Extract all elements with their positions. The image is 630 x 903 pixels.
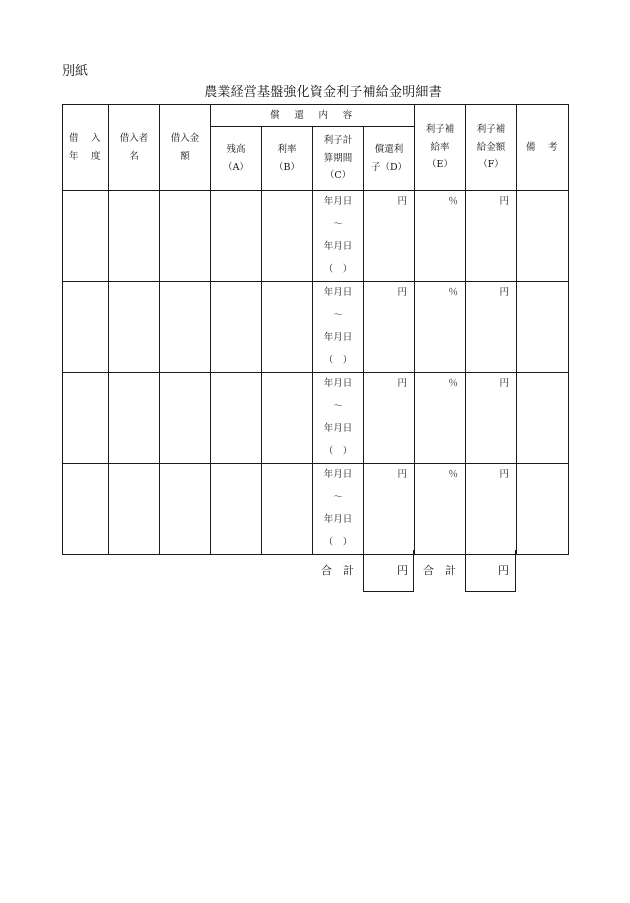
header-subsidy-rate: [415, 105, 466, 191]
table-row: [63, 373, 569, 464]
period-days: （ ）: [323, 263, 353, 275]
borrower-name-cell: [109, 191, 160, 282]
interest-rate-cell: [262, 282, 313, 373]
yen-unit: 円: [499, 196, 510, 207]
borrower-name-cell: [109, 282, 160, 373]
header-line: 借入金: [170, 133, 200, 144]
period-separator: ～: [333, 400, 343, 412]
percent-unit: ％: [448, 287, 459, 298]
yen-unit: 円: [397, 378, 408, 389]
subsidy-amount-cell: [466, 282, 517, 373]
period-days: （ ）: [323, 536, 353, 548]
header-borrowing-year: [63, 105, 109, 191]
period-to: 年月日: [323, 332, 353, 343]
interest-rate-cell: [262, 373, 313, 464]
header-repayment-details: [211, 105, 415, 127]
balance-cell: [211, 373, 262, 464]
header-line: 借入者: [119, 133, 149, 144]
header-interest-period: [313, 127, 364, 191]
interest-rate-cell: [262, 464, 313, 555]
header-balance: [211, 127, 262, 191]
repayment-interest-cell: [364, 191, 415, 282]
header-line: 利子計: [323, 135, 353, 147]
repayment-interest-cell: [364, 464, 415, 555]
period-days: （ ）: [323, 354, 353, 366]
attachment-label: 別紙: [62, 64, 89, 79]
yen-unit: 円: [499, 469, 510, 480]
percent-unit: ％: [448, 469, 459, 480]
header-line: （E）: [427, 159, 453, 171]
header-line: 算期間: [323, 152, 353, 164]
yen-unit: 円: [397, 469, 408, 480]
header-line: 給率: [430, 141, 450, 153]
subsidy-rate-cell: [415, 282, 466, 373]
period-separator: ～: [333, 309, 343, 321]
header-line: 残高: [226, 144, 246, 155]
remarks-cell: [517, 282, 569, 373]
header-line: 利子補: [476, 124, 506, 136]
header-line: （C）: [324, 170, 352, 182]
header-line: 借 入: [68, 133, 102, 144]
total-label: 合 計: [423, 564, 456, 577]
balance-cell: [211, 282, 262, 373]
header-row: [63, 105, 569, 127]
table-row: [63, 191, 569, 282]
header-remarks: [517, 105, 569, 191]
table-row: [63, 282, 569, 373]
period-separator: ～: [333, 218, 343, 230]
header-line: 償 還 内 容: [270, 109, 355, 121]
header-borrowed-amount: [160, 105, 211, 191]
header-repayment-interest: [364, 127, 415, 191]
total-label: 合 計: [321, 564, 354, 577]
repayment-interest-cell: [364, 373, 415, 464]
header-borrower-name: [109, 105, 160, 191]
subsidy-statement-table: [62, 104, 569, 555]
period-from: 年月日: [323, 287, 353, 298]
header-line: 利子補: [425, 124, 455, 136]
borrowed-amount-cell: [160, 191, 211, 282]
period-days: （ ）: [323, 445, 353, 457]
table-row: [63, 464, 569, 555]
period-to: 年月日: [323, 241, 353, 252]
subsidy-amount-cell: [466, 464, 517, 555]
subsidy-rate-cell: [415, 191, 466, 282]
yen-unit: 円: [397, 564, 408, 577]
borrowing-year-cell: [63, 191, 109, 282]
yen-unit: 円: [397, 287, 408, 298]
remarks-cell: [517, 373, 569, 464]
period-from: 年月日: [323, 378, 353, 389]
borrowed-amount-cell: [160, 282, 211, 373]
header-line: 子（D）: [370, 161, 408, 173]
repayment-interest-cell: [364, 282, 415, 373]
remarks-cell: [517, 464, 569, 555]
header-line: 償還利: [374, 144, 404, 155]
interest-rate-cell: [262, 191, 313, 282]
subsidy-rate-cell: [415, 464, 466, 555]
borrower-name-cell: [109, 464, 160, 555]
period-separator: ～: [333, 491, 343, 503]
percent-unit: ％: [448, 196, 459, 207]
remarks-cell: [517, 191, 569, 282]
interest-period-cell: [313, 282, 364, 373]
subsidy-amount-cell: [466, 191, 517, 282]
period-from: 年月日: [323, 196, 353, 207]
header-line: 利率: [277, 144, 297, 155]
header-line: 年 度: [68, 150, 102, 162]
header-subsidy-amount: [466, 105, 517, 191]
balance-cell: [211, 464, 262, 555]
period-to: 年月日: [323, 423, 353, 434]
yen-unit: 円: [499, 287, 510, 298]
total-repayment-interest-box: [363, 550, 414, 592]
header-line: （A）: [223, 161, 249, 173]
header-line: 名: [129, 150, 139, 162]
subsidy-rate-cell: [415, 373, 466, 464]
header-line: 額: [180, 150, 190, 162]
page-title: 農業経営基盤強化資金利子補給金明細書: [204, 85, 442, 100]
subsidy-amount-cell: [466, 373, 517, 464]
balance-cell: [211, 191, 262, 282]
yen-unit: 円: [499, 378, 510, 389]
borrowing-year-cell: [63, 282, 109, 373]
borrowing-year-cell: [63, 373, 109, 464]
borrowing-year-cell: [63, 464, 109, 555]
header-line: （F）: [478, 159, 504, 171]
total-subsidy-amount-box: [465, 550, 516, 592]
yen-unit: 円: [498, 564, 509, 577]
interest-period-cell: [313, 464, 364, 555]
header-interest-rate: [262, 127, 313, 191]
interest-period-cell: [313, 373, 364, 464]
borrowed-amount-cell: [160, 464, 211, 555]
period-from: 年月日: [323, 469, 353, 480]
borrowed-amount-cell: [160, 373, 211, 464]
interest-period-cell: [313, 191, 364, 282]
percent-unit: ％: [448, 378, 459, 389]
yen-unit: 円: [397, 196, 408, 207]
header-line: （B）: [274, 161, 300, 173]
period-to: 年月日: [323, 514, 353, 525]
borrower-name-cell: [109, 373, 160, 464]
header-line: 給金額: [476, 141, 506, 153]
header-line: 備 考: [526, 141, 560, 153]
